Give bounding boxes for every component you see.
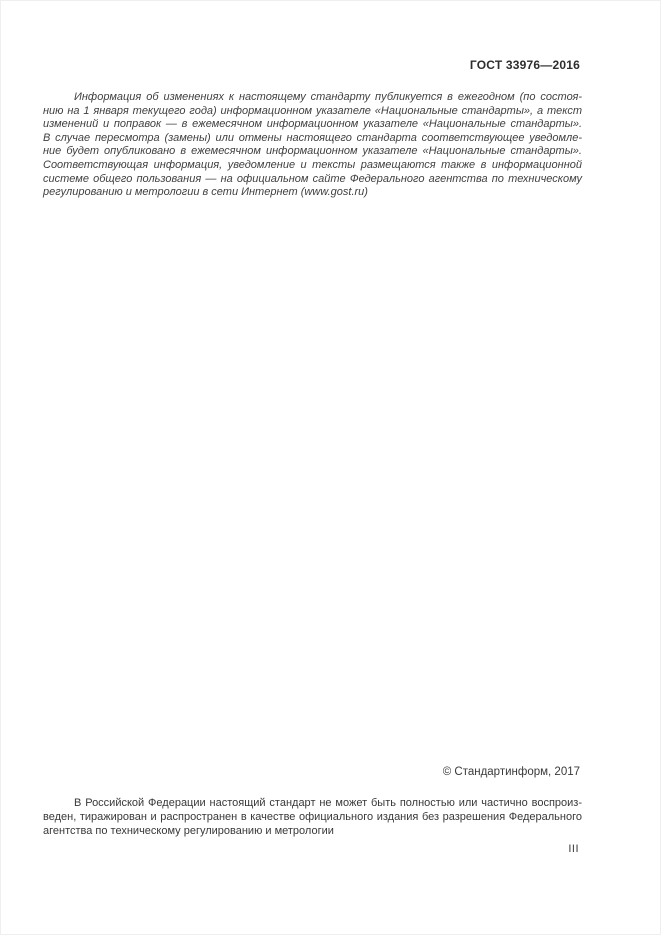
amendments-note-line: В случае пересмотра (замены) или отмены настоящего стандарта соответствующее уведомле- — [43, 131, 582, 144]
amendments-note-line: Соответствующая информация, уведомление и тексты размещаются также в информационной — [43, 158, 582, 171]
doc-code-header: ГОСТ 33976—2016 — [469, 58, 580, 72]
amendments-note-line: изменений и поправок — в ежемесячном информационном указателе «Национальные стандарты». — [43, 118, 582, 131]
reproduction-restriction — [43, 796, 582, 838]
amendments-note-line: нию на 1 января текущего года) информационном указателе «Национальные стандарты», а текст — [43, 104, 582, 117]
amendments-note-line: ние будет опубликовано в ежемесячном информационном указателе «Национальные стандарты». — [43, 145, 582, 158]
restriction-line: агентства по техническому регулированию и метрологии — [43, 825, 334, 837]
amendments-note-line: Информация об изменениях к настоящему стандарту публикуется в ежегодном (по состоя- — [74, 91, 582, 103]
amendments-note — [43, 91, 582, 200]
copyright-notice: © Стандартинформ, 2017 — [442, 766, 580, 778]
amendments-note-line: системе общего пользования — на официальном сайте Федерального агентства по техническому — [43, 172, 582, 185]
amendments-note-line: регулированию и метрологии в сети Интернет (www.gost.ru) — [43, 186, 368, 199]
page-number: III — [568, 843, 579, 855]
restriction-line: веден, тиражирован и распространен в качестве официального издания без разрешения Федерального — [43, 811, 582, 823]
restriction-line: В Российской Федерации настоящий стандарт не может быть полностью или частично воспроиз- — [74, 797, 582, 809]
